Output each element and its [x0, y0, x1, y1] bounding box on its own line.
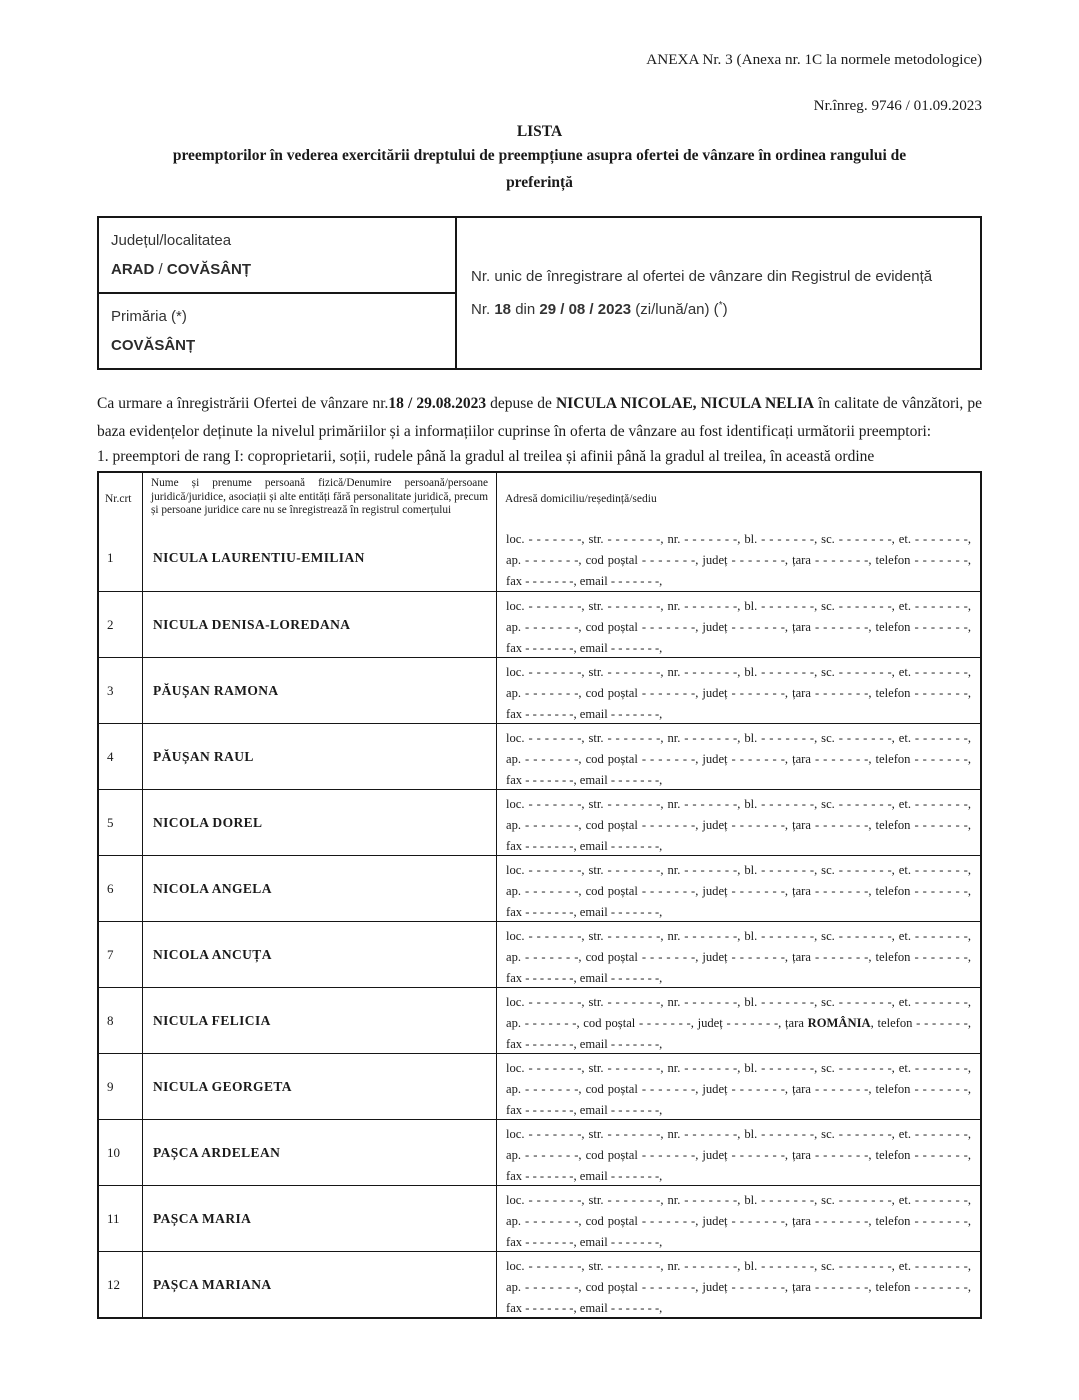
address-cell: [496, 1054, 980, 1119]
address-line-1: loc. - - - - - - -, str. - - - - - - -, nr. - - - - - - -, bl. - - - - - - -, sc. - - - - - - -, et. - - - - - - -,: [506, 1061, 971, 1075]
rank-line: 1. preemptori de rang I: coproprietarii, soții, rudele până la gradul al treilea și afinii până la gradul al treilea, în această ordine: [97, 448, 875, 465]
primaria-label: Primăria (*): [111, 308, 187, 325]
address-cell: [496, 856, 980, 921]
preemptor-name: NICULA GEORGETA: [142, 1054, 496, 1119]
preemptor-name: PAȘCA MARIANA: [142, 1252, 496, 1317]
address-line-2: ap. - - - - - - -, cod poștal - - - - - - -, județ - - - - - - -, țara - - - - - - -, telefon - - - - - - -,: [506, 620, 972, 634]
intro-paragraph: Ca urmare a înregistrării Ofertei de vânzare nr.18 / 29.08.2023 depuse de NICULA NICOLAE, NICULA NELIA în calitate de vânzători, pe baza evidențelor deținute la nivelul primăriilor și a informațiilor cuprinse în oferta de vânzare au fost identificați următorii preemptori:: [97, 395, 982, 440]
address-cell: [496, 1120, 980, 1185]
address-line-2: ap. - - - - - - -, cod poștal - - - - - - -, județ - - - - - - -, țara - - - - - - -, telefon - - - - - - -,: [506, 884, 972, 898]
address-cell: [496, 1252, 980, 1317]
table-row: [99, 1185, 980, 1251]
address-line-1: loc. - - - - - - -, str. - - - - - - -, nr. - - - - - - -, bl. - - - - - - -, sc. - - - - - - -, et. - - - - - - -,: [506, 929, 971, 943]
table-row: [99, 591, 980, 657]
address-line-3: fax - - - - - - -, email - - - - - - -,: [506, 1037, 663, 1051]
address-line-2: ap. - - - - - - -, cod poștal - - - - - - -, județ - - - - - - -, țara - - - - - - -, telefon - - - - - - -,: [506, 1280, 972, 1294]
address-line-1: loc. - - - - - - -, str. - - - - - - -, nr. - - - - - - -, bl. - - - - - - -, sc. - - - - - - -, et. - - - - - - -,: [506, 731, 971, 745]
table-row: [99, 855, 980, 921]
row-number: 3: [107, 682, 114, 698]
address-line-2: ap. - - - - - - -, cod poștal - - - - - - -, județ - - - - - - -, țara - - - - - - -, telefon - - - - - - -,: [506, 1214, 972, 1228]
registration-number: Nr. 18 din 29 / 08 / 2023 (zi/lună/an) (*): [471, 300, 728, 318]
address-cell: [496, 525, 980, 591]
table-row: [99, 987, 980, 1053]
address-line-3: fax - - - - - - -, email - - - - - - -,: [506, 641, 663, 655]
table-row: [99, 1251, 980, 1317]
address-cell: [496, 922, 980, 987]
address-line-3: fax - - - - - - -, email - - - - - - -,: [506, 1235, 663, 1249]
table-header-row: [99, 473, 980, 525]
address-line-3: fax - - - - - - -, email - - - - - - -,: [506, 905, 663, 919]
preemptor-name: NICULA FELICIA: [142, 988, 496, 1053]
table-row: [99, 1053, 980, 1119]
table-row: [99, 789, 980, 855]
address-line-1: loc. - - - - - - -, str. - - - - - - -, nr. - - - - - - -, bl. - - - - - - -, sc. - - - - - - -, et. - - - - - - -,: [506, 797, 971, 811]
row-number: 6: [107, 880, 114, 896]
header-nr: Nr.crt: [105, 493, 132, 505]
page-content: [97, 0, 982, 1319]
address-cell: [496, 724, 980, 789]
address-line-1: loc. - - - - - - -, str. - - - - - - -, nr. - - - - - - -, bl. - - - - - - -, sc. - - - - - - -, et. - - - - - - -,: [506, 665, 971, 679]
preemptor-name: NICULA LAURENTIU-EMILIAN: [142, 525, 496, 591]
address-cell: [496, 988, 980, 1053]
address-cell: [496, 1186, 980, 1251]
list-heading: LISTA: [516, 123, 563, 140]
preemptor-name: NICULA DENISA-LOREDANA: [142, 592, 496, 657]
table-row: [99, 921, 980, 987]
judet-label: Județul/localitatea: [111, 232, 232, 249]
address-line-3: fax - - - - - - -, email - - - - - - -,: [506, 574, 663, 588]
address-line-2: ap. - - - - - - -, cod poștal - - - - - - -, județ - - - - - - -, țara - - - - - - -, telefon - - - - - - -,: [506, 950, 972, 964]
anexa-heading: ANEXA Nr. 3 (Anexa nr. 1C la normele metodologice): [646, 51, 982, 68]
preemptor-name: NICOLA ANGELA: [142, 856, 496, 921]
primaria-value: COVĂSÂNȚ: [111, 337, 196, 354]
address-line-2: ap. - - - - - - -, cod poștal - - - - - - -, județ - - - - - - -, țara - - - - - - -, telefon - - - - - - -,: [506, 686, 972, 700]
address-line-3: fax - - - - - - -, email - - - - - - -,: [506, 839, 663, 853]
row-number: 5: [107, 814, 114, 830]
address-line-1: loc. - - - - - - -, str. - - - - - - -, nr. - - - - - - -, bl. - - - - - - -, sc. - - - - - - -, et. - - - - - - -,: [506, 1193, 971, 1207]
row-number: 4: [107, 748, 114, 764]
address-line-1: loc. - - - - - - -, str. - - - - - - -, nr. - - - - - - -, bl. - - - - - - -, sc. - - - - - - -, et. - - - - - - -,: [506, 1127, 971, 1141]
address-cell: [496, 658, 980, 723]
row-number: 2: [107, 616, 114, 632]
address-line-2: ap. - - - - - - -, cod poștal - - - - - - -, județ - - - - - - -, țara - - - - - - -, telefon - - - - - - -,: [506, 553, 972, 567]
address-line-3: fax - - - - - - -, email - - - - - - -,: [506, 971, 663, 985]
address-line-3: fax - - - - - - -, email - - - - - - -,: [506, 707, 663, 721]
address-cell: [496, 592, 980, 657]
row-number: 9: [107, 1078, 114, 1094]
address-line-2: ap. - - - - - - -, cod poștal - - - - - - -, județ - - - - - - -, țara - - - - - - -, telefon - - - - - - -,: [506, 1148, 972, 1162]
address-line-1: loc. - - - - - - -, str. - - - - - - -, nr. - - - - - - -, bl. - - - - - - -, sc. - - - - - - -, et. - - - - - - -,: [506, 863, 971, 877]
preemptor-name: PĂUȘAN RAMONA: [142, 658, 496, 723]
address-line-3: fax - - - - - - -, email - - - - - - -,: [506, 773, 663, 787]
table-row: [99, 1119, 980, 1185]
row-number: 12: [107, 1276, 120, 1292]
row-number: 11: [107, 1210, 120, 1226]
judet-cell: [98, 217, 456, 293]
preemptor-name: NICOLA DOREL: [142, 790, 496, 855]
primaria-cell: [98, 293, 456, 369]
row-number: 8: [107, 1012, 114, 1028]
address-line-3: fax - - - - - - -, email - - - - - - -,: [506, 1301, 663, 1315]
preemptor-name: PAȘCA MARIA: [142, 1186, 496, 1251]
address-line-2: ap. - - - - - - -, cod poștal - - - - - - -, județ - - - - - - -, țara - - - - - - -, telefon - - - - - - -,: [506, 1082, 972, 1096]
table-row: [99, 657, 980, 723]
registration-number-line: Nr.înreg. 9746 / 01.09.2023: [813, 97, 982, 114]
address-line-1: loc. - - - - - - -, str. - - - - - - -, nr. - - - - - - -, bl. - - - - - - -, sc. - - - - - - -, et. - - - - - - -,: [506, 599, 971, 613]
list-title-line-1: preemptorilor în vederea exercitării dreptului de preempțiune asupra ofertei de vânzare în ordinea rangului de: [172, 147, 907, 164]
address-line-1: loc. - - - - - - -, str. - - - - - - -, nr. - - - - - - -, bl. - - - - - - -, sc. - - - - - - -, et. - - - - - - -,: [506, 1259, 971, 1273]
address-line-3: fax - - - - - - -, email - - - - - - -,: [506, 1103, 663, 1117]
row-number: 10: [107, 1144, 120, 1160]
registration-cell: [456, 217, 981, 369]
preemptors-table: [97, 471, 982, 1319]
row-number: 7: [107, 946, 114, 962]
address-cell: [496, 790, 980, 855]
header-name: Nume și prenume persoană fizică/Denumire persoană/persoane juridică/juridice, asociații și alte entități fără personalitate juridică, precum și persoane juridice care nu se înregistrează în registrul comerțului: [142, 473, 496, 525]
preemptors-rows: [99, 525, 980, 1317]
table-row: [99, 525, 980, 591]
info-table: [97, 216, 982, 370]
address-line-1: loc. - - - - - - -, str. - - - - - - -, nr. - - - - - - -, bl. - - - - - - -, sc. - - - - - - -, et. - - - - - - -,: [506, 532, 971, 546]
header-address: Adresă domiciliu/reședință/sediu: [496, 473, 980, 525]
address-line-2: ap. - - - - - - -, cod poștal - - - - - - -, județ - - - - - - -, țara - - - - - - -, telefon - - - - - - -,: [506, 752, 972, 766]
list-title-line-2: preferință: [506, 174, 573, 191]
address-line-2: ap. - - - - - - -, cod poștal - - - - - - -, județ - - - - - - -, țara - - - - - - -, telefon - - - - - - -,: [506, 818, 972, 832]
address-line-1: loc. - - - - - - -, str. - - - - - - -, nr. - - - - - - -, bl. - - - - - - -, sc. - - - - - - -, et. - - - - - - -,: [506, 995, 971, 1009]
list-title: [97, 142, 982, 196]
registration-text: Nr. unic de înregistrare al ofertei de vânzare din Registrul de evidență: [471, 268, 933, 285]
judet-value: ARAD / COVĂSÂNȚ: [111, 261, 252, 278]
table-row: [99, 723, 980, 789]
row-number: 1: [107, 550, 114, 565]
address-line-3: fax - - - - - - -, email - - - - - - -,: [506, 1169, 663, 1183]
preemptor-name: PAȘCA ARDELEAN: [142, 1120, 496, 1185]
preemptor-name: PĂUȘAN RAUL: [142, 724, 496, 789]
address-line-2: ap. - - - - - - -, cod poștal - - - - - - -, județ - - - - - - -, țara ROMÂNIA, telefon - - - - - - -,: [506, 1016, 972, 1030]
preemptor-name: NICOLA ANCUȚA: [142, 922, 496, 987]
